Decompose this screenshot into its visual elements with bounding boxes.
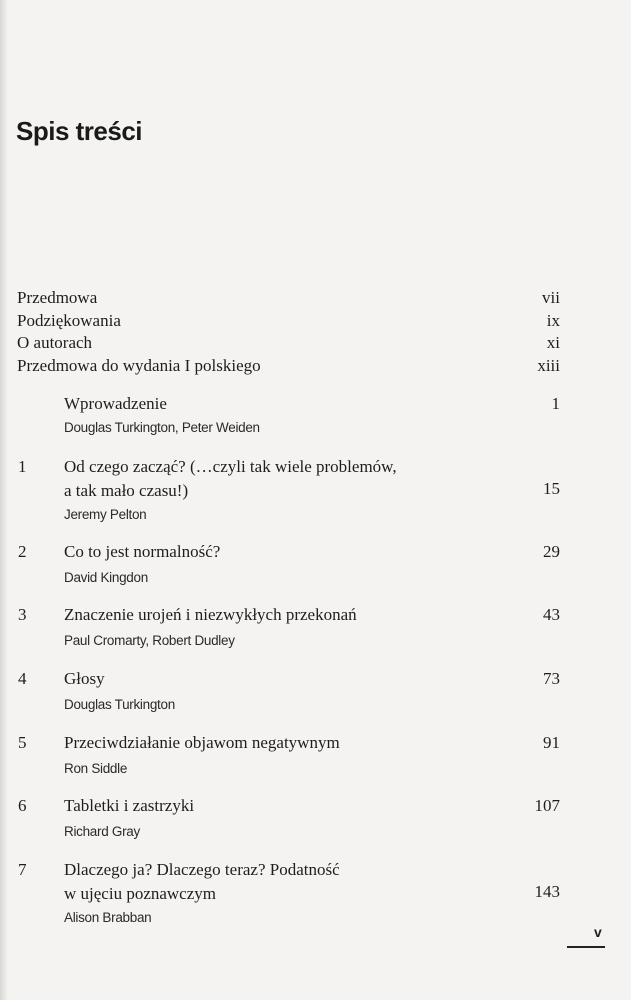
chapter-number: 1: [18, 457, 27, 476]
chapter-title: [64, 392, 464, 416]
page-edge: [0, 0, 8, 1000]
chapter-title-line: Głosy: [64, 669, 105, 688]
chapter-number: 5: [18, 733, 27, 752]
chapter-author: Ron Siddle: [64, 761, 128, 776]
chapter-page: 1: [551, 394, 560, 413]
front-matter-list: [17, 287, 560, 377]
front-matter-item: [17, 332, 560, 355]
page-number: v: [594, 924, 602, 940]
front-matter-page: ix: [546, 310, 560, 330]
chapter-title-line: Od czego zacząć? (…czyli tak wiele problemów,: [64, 457, 397, 476]
front-matter-label: Przedmowa: [17, 288, 98, 307]
chapter-title: [64, 858, 464, 906]
chapter-title-line: a tak mało czasu!): [64, 481, 189, 500]
chapter-page: 91: [543, 733, 560, 752]
chapter-number: 6: [18, 796, 27, 815]
chapter-title-line: w ujęciu poznawczym: [64, 884, 216, 903]
front-matter-item: [17, 310, 560, 333]
chapter-author: Paul Cromarty, Robert Dudley: [64, 633, 235, 648]
chapter-title: [64, 455, 464, 503]
chapter-title-line: Przeciwdziałanie objawom negatywnym: [64, 733, 340, 752]
chapter-title-line: Co to jest normalność?: [64, 542, 221, 561]
chapter-page: 29: [543, 542, 560, 561]
chapter-page: 43: [543, 605, 560, 624]
chapter-page: 15: [543, 479, 560, 498]
front-matter-item: [17, 287, 560, 310]
front-matter-label: Podziękowania: [17, 310, 121, 330]
chapter-title-line: Wprowadzenie: [64, 394, 167, 413]
chapter-author: Douglas Turkington, Peter Weiden: [64, 420, 260, 435]
chapter-title: [64, 794, 464, 818]
chapter-title: [64, 731, 464, 755]
chapter-author: Jeremy Pelton: [64, 507, 147, 522]
chapter-author: David Kingdon: [64, 570, 148, 585]
chapter-author: Douglas Turkington: [64, 697, 175, 712]
chapter-title-line: Znaczenie urojeń i niezwykłych przekonań: [64, 605, 357, 624]
chapter-title: [64, 603, 464, 627]
front-matter-label: Przedmowa do wydania I polskiego: [17, 355, 261, 375]
chapter-author: Richard Gray: [64, 824, 140, 839]
front-matter-label: O autorach: [17, 333, 93, 352]
chapter-page: 73: [543, 669, 560, 688]
chapter-number: 4: [18, 669, 27, 688]
front-matter-page: vii: [542, 288, 560, 307]
chapter-number: 3: [18, 605, 27, 624]
page-number-rule: [567, 946, 605, 948]
chapter-number: 7: [18, 860, 27, 879]
page-title: Spis treści: [16, 116, 143, 146]
front-matter-page: xiii: [537, 355, 560, 375]
front-matter-item: [17, 355, 560, 378]
chapter-page: 143: [534, 882, 560, 901]
chapter-title: [64, 540, 464, 564]
chapter-title: [64, 667, 464, 691]
chapter-number: 2: [18, 542, 27, 561]
front-matter-page: xi: [546, 333, 560, 352]
chapter-title-line: Tabletki i zastrzyki: [64, 796, 195, 815]
chapter-author: Alison Brabban: [64, 910, 152, 925]
chapter-title-line: Dlaczego ja? Dlaczego teraz? Podatność: [64, 860, 340, 879]
chapter-page: 107: [534, 796, 560, 815]
